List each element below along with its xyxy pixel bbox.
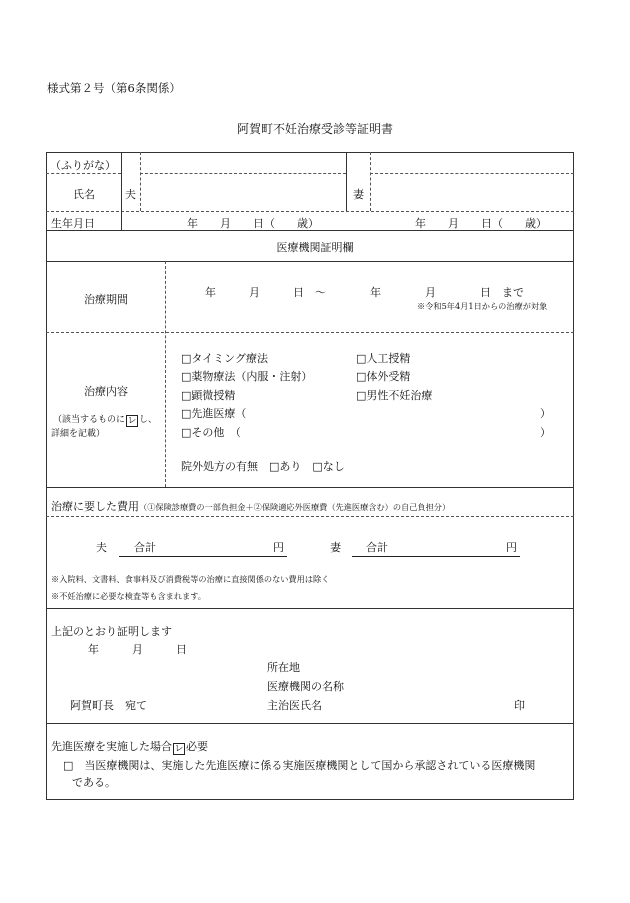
treatment-other-checkbox[interactable]: □その他 （ <box>181 426 241 439</box>
cost-husband-label: 夫 <box>96 541 107 554</box>
birth-divider <box>46 211 574 212</box>
certification-date-field[interactable]: 年 月 日 <box>88 643 187 656</box>
treatment-male-checkbox[interactable]: □男性不妊治療 <box>356 389 433 402</box>
advanced-top-line <box>46 723 574 724</box>
cost-divider <box>46 516 574 517</box>
husband-total-label: 合計 <box>134 541 156 554</box>
certification-top-line <box>46 608 574 609</box>
period-divider <box>46 332 574 333</box>
cost-remark-1: ※入院料、文書料、食事料及び消費税等の治療に直接関係のない費用は除く <box>51 574 330 584</box>
seal-mark: 印 <box>514 699 525 712</box>
medical-section-title: 医療機関証明欄 <box>276 241 354 254</box>
period-note: ※令和5年4月1日からの治療が対象 <box>417 301 548 311</box>
outside-prescription-checkboxes[interactable]: 院外処方の有無 □あり □なし <box>181 460 345 473</box>
doctor-name-label: 主治医氏名 <box>267 699 322 712</box>
birth-husband-field[interactable]: 年 月 日（ 歳） <box>187 217 319 230</box>
birth-wife-field[interactable]: 年 月 日（ 歳） <box>415 217 547 230</box>
document-title: 阿賀町不妊治療受診等証明書 <box>236 122 393 136</box>
other-close-paren: ） <box>540 426 551 439</box>
name-label: 氏名 <box>73 188 95 201</box>
wife-column-line-left <box>346 152 347 211</box>
advanced-approval-text: である。 <box>72 776 116 789</box>
certification-statement: 上記のとおり証明します <box>51 625 172 638</box>
furigana-divider-husband <box>140 173 346 174</box>
wife-yen-label: 円 <box>506 541 517 554</box>
medical-title-line <box>46 261 574 262</box>
medical-label-column <box>165 261 166 487</box>
wife-total-field[interactable] <box>352 539 520 557</box>
cost-header <box>51 495 450 514</box>
institution-name-label: 医療機関の名称 <box>267 680 344 693</box>
treatment-ivf-checkbox[interactable]: □体外受精 <box>356 370 411 383</box>
advanced-check-icon: レ <box>174 744 184 754</box>
period-label: 治療期間 <box>84 293 128 306</box>
husband-total-field[interactable] <box>119 539 287 557</box>
cost-label: 治療に要した費用 <box>51 500 139 513</box>
treatment-artificial-checkbox[interactable]: □人工授精 <box>356 352 411 365</box>
address-label: 所在地 <box>267 661 300 674</box>
treatment-drug-checkbox[interactable]: □薬物療法（内服・注射） <box>181 370 313 383</box>
cost-remark-2: ※不妊治療に必要な検査等も含まれます。 <box>51 591 206 601</box>
furigana-label: （ふりがな） <box>50 159 116 172</box>
advanced-approval-checkbox[interactable]: □ 当医療機関は、実施した先進医療に係る実施医療機関として国から承認されている医療機関 <box>63 759 536 772</box>
treatment-timing-checkbox[interactable]: □タイミング療法 <box>181 352 268 365</box>
husband-cell-line <box>140 152 141 211</box>
cost-note: （①保険診療費の一部負担金＋②保険適応外医療費（先進医療含む）の自己負担分） <box>139 502 451 512</box>
form-number: 様式第２号（第6条関係） <box>47 81 181 95</box>
cost-wife-label: 妻 <box>330 541 341 554</box>
content-note-text-1: （該当するものに <box>53 415 126 425</box>
content-note-text-2: し、 <box>139 415 158 425</box>
treatment-advanced-checkbox[interactable]: □先進医療（ <box>181 407 247 420</box>
addressee: 阿賀町長 宛て <box>70 699 147 712</box>
wife-total-label: 合計 <box>366 541 388 554</box>
advanced-requirement <box>51 738 208 755</box>
cost-top-line <box>46 487 574 488</box>
husband-yen-label: 円 <box>273 541 284 554</box>
content-label: 治療内容 <box>84 385 128 398</box>
furigana-divider-wife <box>370 173 574 174</box>
advanced-close-paren: ） <box>540 407 551 420</box>
wife-column-line-right <box>370 152 371 211</box>
husband-label: 夫 <box>125 188 136 201</box>
wife-label: 妻 <box>353 188 364 201</box>
birth-label: 生年月日 <box>51 217 95 230</box>
period-field[interactable]: 年 月 日 ～ 年 月 日 まで <box>205 286 524 299</box>
content-note <box>53 412 157 427</box>
furigana-divider-left <box>46 173 121 174</box>
advanced-text-2: 必要 <box>186 740 208 753</box>
check-mark-icon: レ <box>127 416 137 426</box>
label-column-line <box>121 152 122 230</box>
content-note-detail: 詳細を記載） <box>51 429 106 439</box>
treatment-micro-checkbox[interactable]: □顕微授精 <box>181 389 236 402</box>
advanced-text-1: 先進医療を実施した場合 <box>51 740 172 753</box>
